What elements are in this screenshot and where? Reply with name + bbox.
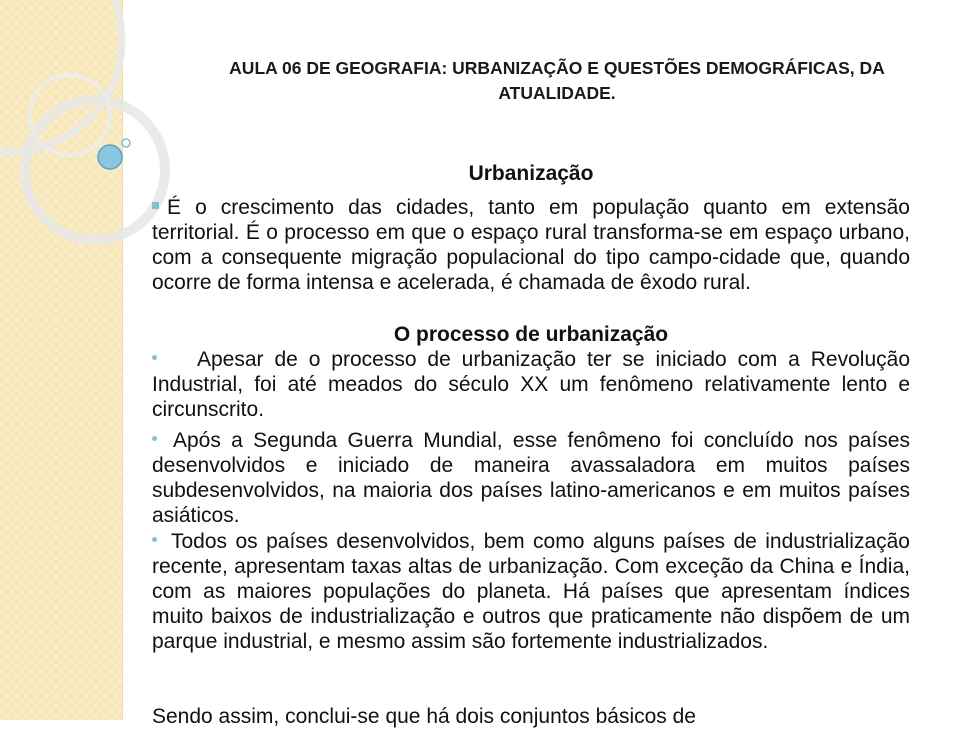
blue-dot-small	[122, 139, 130, 147]
dot-bullet-icon	[152, 355, 157, 360]
bullet-item-3	[152, 529, 910, 654]
heading-urbanizacao: Urbanização	[468, 162, 594, 185]
bullet-item-1	[152, 347, 910, 422]
bullet-item-2-text: Após a Segunda Guerra Mundial, esse fenômeno foi concluído nos países desenvolvidos e iniciado de maneira avassaladora em muitos países subdesenvolvidos, na maioria dos países latino-americanos e em muitos países asiáticos.	[152, 429, 910, 527]
bullet-item-2	[152, 428, 910, 528]
bullet-item-3-text: Todos os países desenvolvidos, bem como alguns países de industrialização recente, apresentam taxas altas de urbanização. Com exceção da China e Índia, com as maiores populações do planeta. Há países que apresentam índices muito baixos de industrialização e outros que praticamente não dispõem de um parque industrial, e mesmo assim são fortemente industrializados.	[152, 530, 910, 653]
slide-title: AULA 06 DE GEOGRAFIA: URBANIZAÇÃO E QUESTÕES DEMOGRÁFICAS, DA ATUALIDADE.	[229, 58, 885, 103]
dot-bullet-icon	[152, 436, 157, 441]
paragraph-urbanizacao-text: É o crescimento das cidades, tanto em população quanto em extensão territorial. É o processo em que o espaço rural transforma-se em espaço urbano, com a consequente migração populacional do tipo campo-cidade que, quando ocorre de forma intensa e acelerada, é chamada de êxodo rural.	[152, 196, 910, 294]
square-bullet-icon	[152, 202, 159, 209]
bullet-item-1-text: Apesar de o processo de urbanização ter se iniciado com a Revolução Industrial, foi até meados do século XX um fenômeno relativamente lento e circunscrito.	[152, 348, 910, 421]
paragraph-urbanizacao	[152, 195, 910, 295]
decorative-sidebar	[0, 0, 123, 720]
heading-processo: O processo de urbanização	[393, 323, 669, 346]
dot-bullet-icon	[152, 537, 157, 542]
cutoff-paragraph: Sendo assim, conclui-se que há dois conjuntos básicos de	[152, 705, 696, 728]
